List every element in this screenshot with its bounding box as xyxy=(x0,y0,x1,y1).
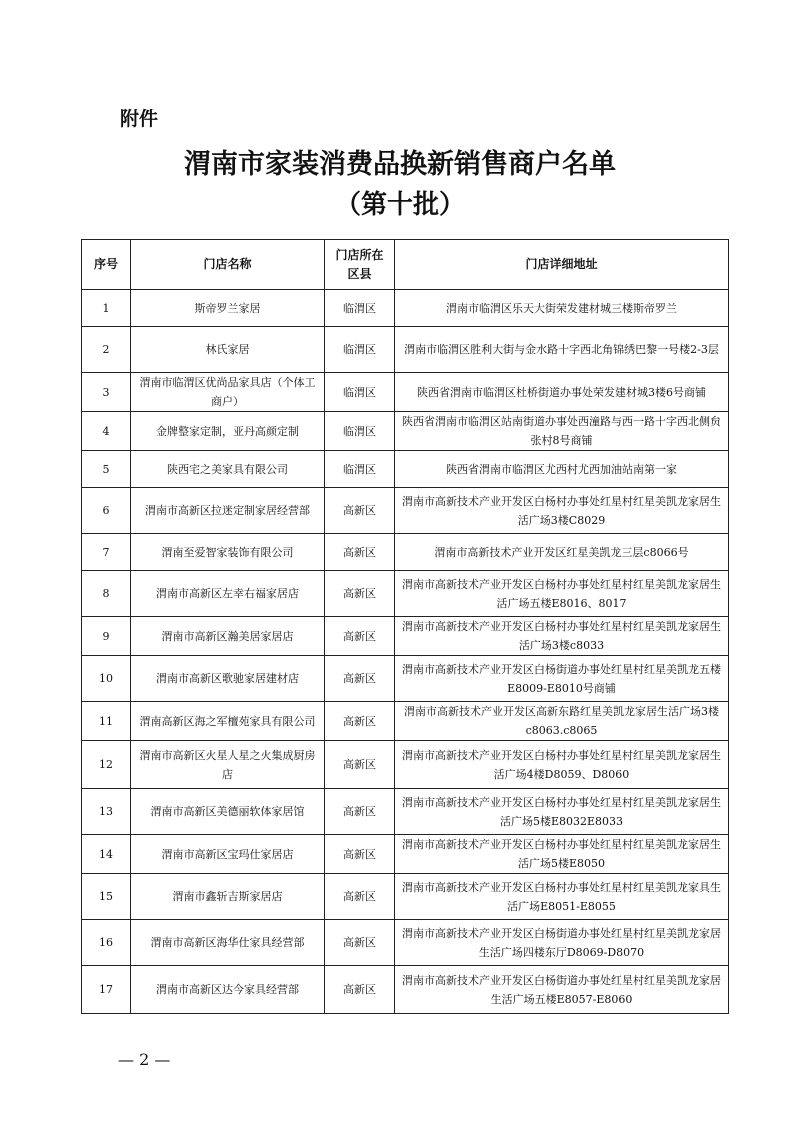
cell-store-name: 渭南市鑫斩吉斯家居店 xyxy=(131,874,325,920)
table-row xyxy=(82,920,729,966)
cell-address: 渭南市高新技术产业开发区白杨街道办事处红星村红星美凯龙五楼E8009-E8010号商铺 xyxy=(395,656,729,702)
cell-address: 渭南市临渭区胜利大街与金水路十字西北角锦绣巴黎一号楼2-3层 xyxy=(395,327,729,373)
cell-store-name: 渭南至爱智家装饰有限公司 xyxy=(131,534,325,571)
cell-address: 陕西省渭南市临渭区尤西村尤西加油站南第一家 xyxy=(395,451,729,488)
document-subtitle: （第十批） xyxy=(334,190,465,220)
cell-store-name: 金牌整家定制，亚丹高颜定制 xyxy=(131,412,325,451)
table-row xyxy=(82,741,729,789)
table-row xyxy=(82,966,729,1014)
table-row xyxy=(82,571,729,617)
table-row xyxy=(82,451,729,488)
cell-district: 高新区 xyxy=(325,741,395,789)
table-body xyxy=(82,290,729,1014)
cell-address: 渭南市高新技术产业开发区白杨村办事处红星村红星美凯龙家居生活广场5楼E8050 xyxy=(395,835,729,874)
cell-district: 高新区 xyxy=(325,702,395,741)
cell-store-name: 渭南市高新区达今家具经营部 xyxy=(131,966,325,1014)
table-row xyxy=(82,534,729,571)
cell-store-name: 林氏家居 xyxy=(131,327,325,373)
table-row xyxy=(82,373,729,412)
cell-store-name: 渭南市高新区宝玛仕家居店 xyxy=(131,835,325,874)
cell-district: 高新区 xyxy=(325,920,395,966)
cell-store-name: 渭南市高新区海华仕家具经营部 xyxy=(131,920,325,966)
table-row xyxy=(82,874,729,920)
cell-district: 临渭区 xyxy=(325,373,395,412)
table-row xyxy=(82,290,729,327)
table-row xyxy=(82,617,729,656)
cell-store-name: 陕西宅之美家具有限公司 xyxy=(131,451,325,488)
cell-district: 高新区 xyxy=(325,571,395,617)
cell-store-name: 渭南市高新区歌驰家居建材店 xyxy=(131,656,325,702)
cell-serial: 14 xyxy=(82,835,131,874)
cell-district: 高新区 xyxy=(325,874,395,920)
cell-serial: 5 xyxy=(82,451,131,488)
cell-address: 渭南市高新技术产业开发区白杨村办事处红星村红星美凯龙家居生活广场5楼E8032E8033 xyxy=(395,789,729,835)
cell-store-name: 渭南市高新区火星人星之火集成厨房店 xyxy=(131,741,325,789)
table-header-row xyxy=(82,240,729,290)
table-row xyxy=(82,327,729,373)
cell-address: 陕西省渭南市临渭区站南街道办事处西潼路与西一路十字西北侧贠张村8号商铺 xyxy=(395,412,729,451)
table-row xyxy=(82,656,729,702)
cell-serial: 4 xyxy=(82,412,131,451)
cell-store-name: 渭南市高新区左幸右福家居店 xyxy=(131,571,325,617)
cell-address: 渭南市高新技术产业开发区白杨村办事处红星村红星美凯龙家具生活广场E8051-E8055 xyxy=(395,874,729,920)
header-district: 门店所在区县 xyxy=(325,240,395,290)
cell-district: 高新区 xyxy=(325,488,395,534)
cell-district: 临渭区 xyxy=(325,451,395,488)
cell-serial: 16 xyxy=(82,920,131,966)
cell-store-name: 渭南市高新区瀚美居家居店 xyxy=(131,617,325,656)
cell-serial: 2 xyxy=(82,327,131,373)
cell-address: 渭南市高新技术产业开发区白杨村办事处红星村红星美凯龙家居生活广场3楼c8033 xyxy=(395,617,729,656)
cell-serial: 10 xyxy=(82,656,131,702)
cell-serial: 8 xyxy=(82,571,131,617)
cell-address: 渭南市高新技术产业开发区白杨村办事处红星村红星美凯龙家居生活广场3楼C8029 xyxy=(395,488,729,534)
cell-district: 高新区 xyxy=(325,835,395,874)
cell-district: 高新区 xyxy=(325,617,395,656)
table-row xyxy=(82,789,729,835)
cell-address: 渭南市高新技术产业开发区白杨村办事处红星村红星美凯龙家居生活广场4楼D8059、D8060 xyxy=(395,741,729,789)
cell-district: 临渭区 xyxy=(325,327,395,373)
cell-store-name: 渭南市高新区美德丽软体家居馆 xyxy=(131,789,325,835)
cell-store-name: 渭南高新区海之军檀苑家具有限公司 xyxy=(131,702,325,741)
cell-serial: 17 xyxy=(82,966,131,1014)
cell-serial: 9 xyxy=(82,617,131,656)
table-row xyxy=(82,835,729,874)
header-serial: 序号 xyxy=(82,240,131,290)
cell-address: 陕西省渭南市临渭区杜桥街道办事处荣发建材城3楼6号商铺 xyxy=(395,373,729,412)
cell-address: 渭南市高新技术产业开发区白杨街道办事处红星村红星美凯龙家居生活广场四楼东厅D8069-D8070 xyxy=(395,920,729,966)
page-number: — 2 — xyxy=(118,1050,171,1069)
cell-serial: 6 xyxy=(82,488,131,534)
cell-district: 临渭区 xyxy=(325,290,395,327)
table-row xyxy=(82,702,729,741)
cell-district: 高新区 xyxy=(325,656,395,702)
document-title: 渭南市家装消费品换新销售商户名单 xyxy=(184,149,616,180)
cell-serial: 1 xyxy=(82,290,131,327)
cell-address: 渭南市临渭区乐天大街荣发建材城三楼斯帝罗兰 xyxy=(395,290,729,327)
cell-store-name: 渭南市高新区拉迷定制家居经营部 xyxy=(131,488,325,534)
table-row xyxy=(82,412,729,451)
attachment-label: 附件 xyxy=(120,108,159,130)
merchant-table xyxy=(81,239,729,1014)
cell-district: 高新区 xyxy=(325,966,395,1014)
header-store-name: 门店名称 xyxy=(131,240,325,290)
cell-serial: 7 xyxy=(82,534,131,571)
cell-address: 渭南市高新技术产业开发区白杨街道办事处红星村红星美凯龙家居生活广场五楼E8057-E8060 xyxy=(395,966,729,1014)
cell-serial: 12 xyxy=(82,741,131,789)
cell-address: 渭南市高新技术产业开发区红星美凯龙三层c8066号 xyxy=(395,534,729,571)
cell-store-name: 斯帝罗兰家居 xyxy=(131,290,325,327)
table-row xyxy=(82,488,729,534)
cell-address: 渭南市高新技术产业开发区高新东路红星美凯龙家居生活广场3楼c8063.c8065 xyxy=(395,702,729,741)
cell-district: 高新区 xyxy=(325,534,395,571)
cell-store-name: 渭南市临渭区优尚品家具店（个体工商户） xyxy=(131,373,325,412)
header-address: 门店详细地址 xyxy=(395,240,729,290)
cell-district: 临渭区 xyxy=(325,412,395,451)
cell-serial: 15 xyxy=(82,874,131,920)
cell-district: 高新区 xyxy=(325,789,395,835)
cell-serial: 3 xyxy=(82,373,131,412)
cell-address: 渭南市高新技术产业开发区白杨村办事处红星村红星美凯龙家居生活广场五楼E8016、8017 xyxy=(395,571,729,617)
cell-serial: 13 xyxy=(82,789,131,835)
cell-serial: 11 xyxy=(82,702,131,741)
